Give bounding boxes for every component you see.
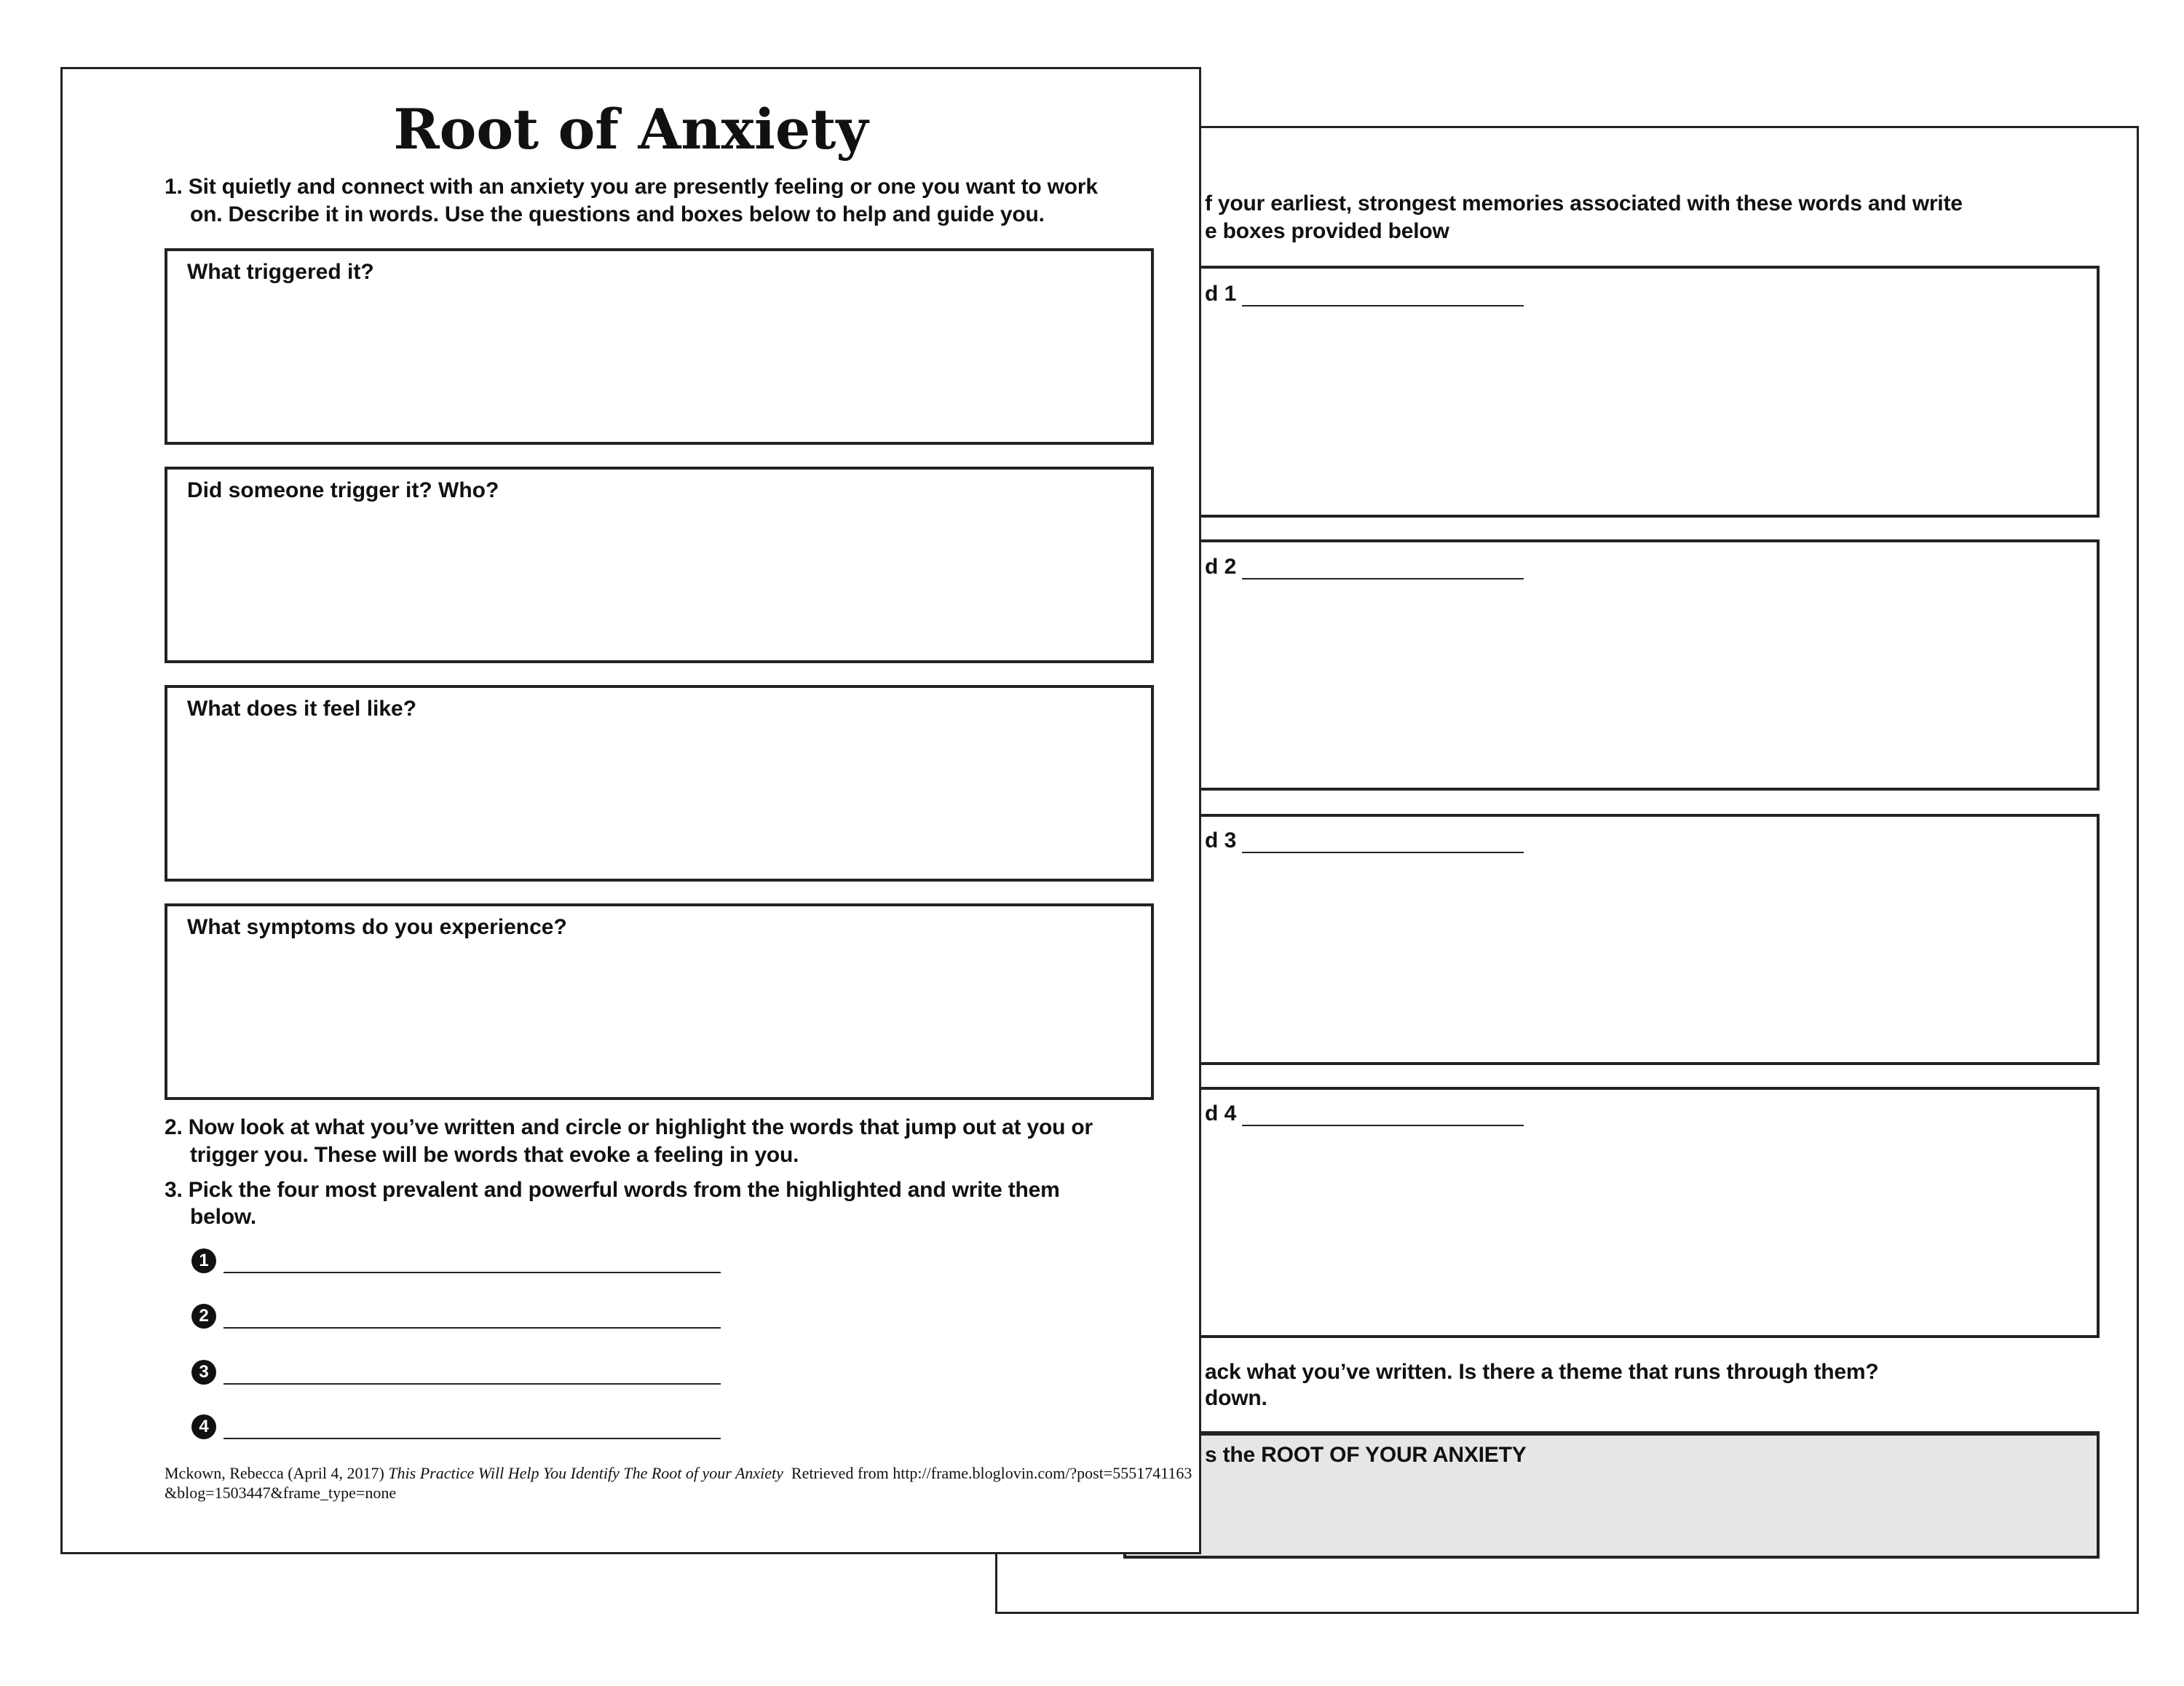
- box-label: What does it feel like?: [187, 697, 417, 721]
- word-label-text: d 4: [1205, 1101, 1237, 1125]
- word-label-3: [1205, 828, 1524, 853]
- who-triggered-box[interactable]: [165, 467, 1154, 663]
- word-label-1: [1205, 282, 1524, 306]
- number-1-icon: 1: [191, 1248, 216, 1273]
- root-label: s the ROOT OF YOUR ANXIETY: [1205, 1443, 1527, 1467]
- question-1: on. Describe it in words. Use the questions and boxes below to help and guide you.: [190, 202, 1045, 226]
- intro-text: e boxes provided below: [1205, 219, 1449, 243]
- word-label-2: [1205, 555, 1524, 579]
- box-label: What symptoms do you experience?: [187, 915, 567, 939]
- word-blank[interactable]: [223, 1363, 721, 1385]
- question-2: trigger you. These will be words that evoke a feeling in you.: [190, 1143, 799, 1167]
- number-3-icon: 3: [191, 1360, 216, 1385]
- word-line-2: [191, 1304, 721, 1329]
- word-label-text: d 3: [1205, 828, 1237, 852]
- page-title: Root of Anxiety: [393, 97, 869, 162]
- word-blank[interactable]: [1242, 1106, 1524, 1126]
- word-blank[interactable]: [1242, 833, 1524, 853]
- citation-title: This Practice Will Help You Identify The Root of your Anxiety: [388, 1464, 783, 1482]
- symptoms-box[interactable]: [165, 903, 1154, 1100]
- word-blank[interactable]: [223, 1307, 721, 1329]
- theme-text: down.: [1205, 1386, 1267, 1410]
- word-blank[interactable]: [223, 1417, 721, 1439]
- number-2-icon: 2: [191, 1304, 216, 1329]
- word-blank[interactable]: [1242, 559, 1524, 579]
- citation: [165, 1463, 1198, 1503]
- word-line-1: [191, 1248, 721, 1273]
- word-line-3: [191, 1360, 721, 1385]
- worksheet-page-1: [60, 67, 1201, 1554]
- box-label: Did someone trigger it? Who?: [187, 478, 499, 502]
- word-blank[interactable]: [223, 1251, 721, 1273]
- question-1: 1. Sit quietly and connect with an anxiety you are presently feeling or one you want to work: [165, 175, 1098, 199]
- word-label-4: [1205, 1101, 1524, 1126]
- trigger-box[interactable]: [165, 248, 1154, 445]
- root-of-anxiety-box[interactable]: [1123, 1431, 2100, 1559]
- theme-text: ack what you’ve written. Is there a theme that runs through them?: [1205, 1360, 1879, 1384]
- question-3: 3. Pick the four most prevalent and powerful words from the highlighted and write them: [165, 1178, 1060, 1202]
- word-line-4: [191, 1414, 721, 1439]
- word-label-text: d 1: [1205, 282, 1237, 306]
- feel-like-box[interactable]: [165, 685, 1154, 882]
- number-4-icon: 4: [191, 1414, 216, 1439]
- citation-author: Mckown, Rebecca (April 4, 2017): [165, 1464, 384, 1482]
- box-label: What triggered it?: [187, 260, 374, 284]
- citation-url: Retrieved from http://frame.bloglovin.com/?post=5551741163&blog=1503447&frame_type=none: [165, 1464, 1192, 1502]
- word-label-text: d 2: [1205, 555, 1237, 579]
- question-3: below.: [190, 1205, 257, 1229]
- question-2: 2. Now look at what you’ve written and circle or highlight the words that jump out at you or: [165, 1115, 1093, 1139]
- intro-text: f your earliest, strongest memories associated with these words and write: [1205, 191, 1963, 215]
- word-blank[interactable]: [1242, 286, 1524, 306]
